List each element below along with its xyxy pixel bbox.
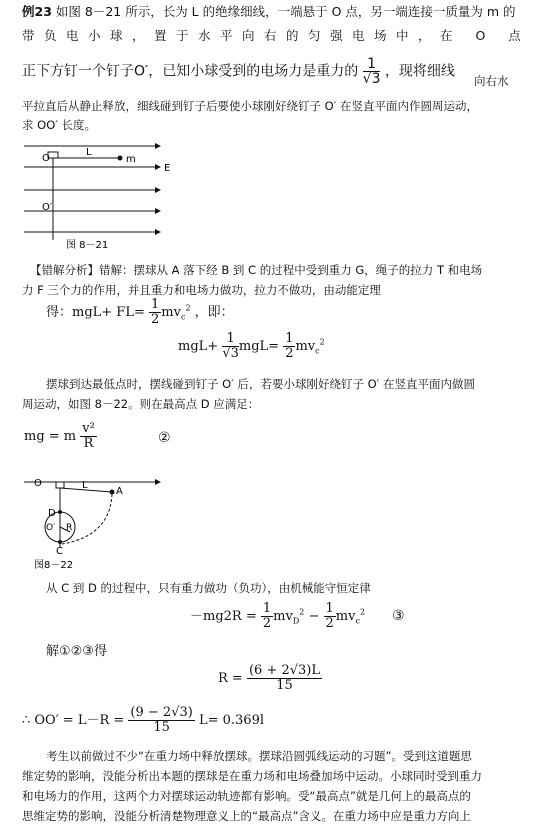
frac-den: 15: [153, 720, 170, 735]
problem-text-1: 如图 8－21 所示，长为 L 的绝缘细线，一端悬于 O 点，另一端连接一质量为 m 的: [55, 4, 516, 19]
frac-num: 1: [262, 601, 272, 616]
eq6-right: L= 0.369l: [198, 713, 265, 728]
frac-den: 2: [262, 616, 272, 631]
ball-A: [110, 490, 115, 495]
solution-line-1: 从 C 到 D 的过程中，只有重力做功（负功），由机械能守恒定律: [46, 581, 371, 595]
frac-num: 1: [325, 601, 334, 616]
caption-8-21: 图 8－21: [66, 240, 109, 251]
eq1-prefix: 得：mgL+ FL=: [46, 305, 145, 320]
solution-line-2: 解①②③得: [46, 644, 107, 659]
frac-num: (6 + 2√3)L: [248, 663, 320, 678]
eq6-left: ∴ OO′ = L－R =: [22, 713, 125, 728]
analysis-line-2: 力 F 三个力的作用，并且重力和电场力做功，拉力不做功，由动能定理: [22, 283, 381, 297]
frac-den: 2: [151, 312, 160, 327]
frac-half: [283, 332, 295, 361]
analysis-line-3: 摆球到达最低点时，摆线碰到钉子 O′ 后，若要小球刚好绕钉子 O′ 在竖直平面内做圆: [46, 377, 475, 391]
trajectory-arc: [62, 494, 112, 544]
equation-1: 得：mgL+ FL= $\frac{1}{2}$ $mv_c^2$ ，即：: [46, 297, 234, 327]
frac-den: 2: [285, 346, 294, 361]
label-O-prime: O′: [46, 523, 56, 533]
point-D: [58, 510, 62, 514]
label-A: A: [116, 486, 123, 497]
point-C: [58, 540, 62, 544]
frac-den: R: [83, 436, 94, 451]
figure-8-22: [20, 474, 180, 574]
frac-num: 1: [285, 331, 294, 346]
analysis-line-1: 【错解分析】错解：摆球从 A 落下经 B 到 C 的过程中受到重力 G，绳子的拉力 T 和电场: [30, 263, 483, 277]
problem-line-1: [22, 2, 516, 20]
frac-OO: [128, 706, 194, 735]
label-C: C: [56, 546, 63, 557]
problem-line-4: 平拉直后从静止释放，细线碰到钉子后要使小球刚好绕钉子 O′ 在竖直平面内作圆周运动，: [22, 99, 478, 113]
frac-one-root3: [222, 332, 239, 361]
frac-num: 1: [363, 57, 381, 72]
frac-v2-R: [80, 422, 97, 451]
frac-half: [324, 602, 336, 631]
frac-num: 1: [222, 332, 239, 347]
label-L: L: [82, 480, 88, 491]
frac-den: 15: [276, 678, 293, 693]
example-label: 例23: [22, 4, 52, 19]
problem-line-3: [22, 57, 455, 86]
equation-3: [24, 422, 97, 451]
frac-half: [149, 298, 161, 327]
eq3-left: mg = m: [24, 429, 77, 444]
frac-R: [247, 664, 322, 693]
label-L: L: [86, 147, 92, 158]
label-O: O: [34, 478, 42, 489]
problem-text-3b: ，现将细线: [384, 63, 455, 80]
equation-6: [22, 706, 264, 735]
frac-den: √3: [222, 346, 239, 361]
frac-den: 2: [325, 616, 334, 631]
eq5-left: R =: [218, 671, 243, 686]
frac-half: [261, 602, 273, 631]
eq1-suffix: ，即：: [194, 305, 234, 320]
label-O-prime: O′: [42, 202, 53, 213]
label-D: D: [48, 508, 56, 519]
problem-line-5: 求 OO′ 长度。: [22, 118, 97, 132]
eq4-left: －mg2R =: [190, 609, 257, 624]
equation-2: mgL+ $\frac{1}{√3}$ mgL= $\frac{1}{2}$ $mv_c^2$: [178, 331, 325, 361]
discussion-line-3: 和电场力的作用，这两个力对摆球运动轨迹都有影响。受“最高点”就是几何上的最高点的: [22, 789, 471, 803]
frac-den: √3: [362, 71, 381, 87]
ball: [118, 156, 123, 161]
frac-num: 1: [151, 297, 160, 312]
problem-line-2: 带负电小球，置于水平向右的匀强电场中，在 O 点: [22, 28, 531, 43]
equation-tag-2: ②: [158, 430, 171, 446]
discussion-line-4: 思维定势的影响，没能分析清楚物理意义上的“最高点”含义。在重力场中应是重力方向上: [22, 809, 471, 823]
fraction-one-over-root3: [363, 57, 381, 86]
equation-4: －mg2R = $\frac{1}{2}$ $mv_D^2$ − $\frac{1}{2}$ $mv_c^2$: [190, 601, 366, 631]
problem-text-3a: 正下方钉一个钉子O′，已知小球受到的电场力是重力的: [22, 63, 359, 80]
pivot-support: [56, 482, 64, 488]
equation-5: [218, 664, 322, 693]
frac-num: (9 − 2√3): [130, 705, 193, 720]
analysis-line-4: 周运动，如图 8－22。则在最高点 D 应满足：: [22, 397, 260, 411]
caption-8-22: 图8－22: [34, 560, 74, 571]
label-E: E: [164, 163, 171, 174]
figure-8-21: [20, 140, 180, 252]
frac-num: v²: [82, 421, 95, 436]
label-m: m: [126, 154, 136, 165]
discussion-line-2: 维定势的影响，没能分析出本题的摆球是在重力场和电场叠加场中运动。小球同时受到重力: [22, 769, 482, 783]
problem-text-3c: 向右水: [474, 74, 509, 88]
equation-tag-3: ③: [392, 608, 405, 624]
label-R: R: [66, 523, 73, 533]
label-O: O: [42, 153, 50, 164]
discussion-line-1: 考生以前做过不少“在重力场中释放摆球。摆球沿圆弧线运动的习题”。受到这道题思: [46, 749, 472, 763]
